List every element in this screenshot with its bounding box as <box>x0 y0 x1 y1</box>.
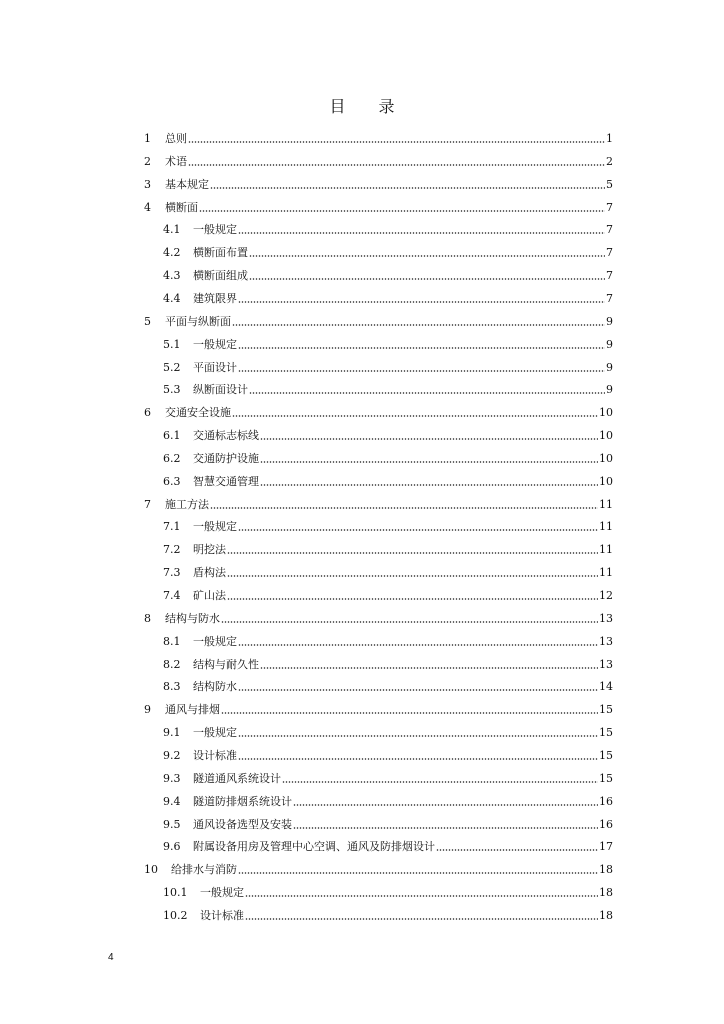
toc-entry-label: 盾构法 <box>193 566 226 580</box>
toc-entry-number: 9.4 <box>163 794 181 808</box>
toc-entry-label: 一般规定 <box>193 634 237 648</box>
toc-entry-number: 10.1 <box>163 886 188 900</box>
dot-leader <box>232 324 605 326</box>
toc-entry-label: 平面设计 <box>193 360 237 374</box>
toc-entry-page: 7 <box>606 246 613 260</box>
dot-leader <box>245 918 598 920</box>
toc-entry-page: 2 <box>606 154 613 168</box>
dot-leader <box>293 804 598 806</box>
toc-entry[interactable] <box>0 768 724 786</box>
toc-entry[interactable] <box>0 676 724 694</box>
toc-entry-label: 一般规定 <box>200 886 244 900</box>
toc-entry[interactable] <box>0 197 724 215</box>
toc-entry-label: 智慧交通管理 <box>193 474 259 488</box>
toc-entry-number: 7 <box>144 497 151 511</box>
toc-entry-number: 4.1 <box>163 223 181 237</box>
dot-leader <box>227 575 598 577</box>
toc-entry[interactable] <box>0 814 724 832</box>
toc-entry-number: 4.4 <box>163 291 181 305</box>
toc-entry-page: 7 <box>606 269 613 283</box>
dot-leader <box>245 895 598 897</box>
toc-entry-page: 15 <box>599 703 613 717</box>
toc-entry-label: 隧道通风系统设计 <box>193 771 281 785</box>
toc-entry[interactable] <box>0 128 724 146</box>
toc-entry-page: 7 <box>606 291 613 305</box>
toc-entry-label: 设计标准 <box>193 748 237 762</box>
toc-entry-number: 7.4 <box>163 589 181 602</box>
toc-entry[interactable] <box>0 265 724 283</box>
toc-entry[interactable] <box>0 334 724 352</box>
toc-entry-label: 基本规定 <box>165 177 209 191</box>
toc-entry-label: 术语 <box>165 154 187 168</box>
toc-entry[interactable] <box>0 539 724 557</box>
toc-entry-label: 交通标志标线 <box>193 429 259 443</box>
toc-entry[interactable] <box>0 219 724 237</box>
toc-entry-page: 10 <box>599 451 613 465</box>
toc-entry-number: 4 <box>144 200 151 214</box>
toc-entry-number: 9.6 <box>163 840 181 854</box>
dot-leader <box>210 187 605 189</box>
toc-entry-page: 15 <box>599 748 613 762</box>
toc-entry-page: 11 <box>599 520 613 534</box>
toc-entry-page: 18 <box>599 886 613 900</box>
toc-entry[interactable] <box>0 608 724 626</box>
toc-entry[interactable] <box>0 311 724 329</box>
toc-entry-label: 隧道防排烟系统设计 <box>193 794 292 808</box>
toc-entry-label: 纵断面设计 <box>193 383 248 397</box>
toc-entry-page: 12 <box>599 589 613 602</box>
toc-entry[interactable] <box>0 288 724 306</box>
dot-leader <box>282 781 598 783</box>
toc-entry[interactable] <box>0 882 724 900</box>
toc-entry[interactable] <box>0 699 724 717</box>
toc-entry-page: 11 <box>599 566 613 580</box>
toc-entry-page: 13 <box>599 611 613 625</box>
toc-entry-label: 一般规定 <box>193 520 237 534</box>
toc-entry[interactable] <box>0 836 724 854</box>
dot-leader <box>232 415 598 417</box>
toc-entry[interactable] <box>0 494 724 512</box>
toc-entry-page: 9 <box>606 383 613 397</box>
dot-leader <box>260 461 598 463</box>
toc-entry-number: 9 <box>144 703 151 717</box>
dot-leader <box>260 484 598 486</box>
toc-entry-number: 6.3 <box>163 474 181 488</box>
toc-entry[interactable] <box>0 379 724 397</box>
toc-entry-label: 交通防护设施 <box>193 451 259 465</box>
toc-entry[interactable] <box>0 471 724 489</box>
toc-entry[interactable] <box>0 745 724 763</box>
toc-entry-label: 一般规定 <box>193 223 237 237</box>
dot-leader <box>238 644 598 646</box>
toc-entry-number: 8.2 <box>163 657 181 671</box>
dot-leader <box>227 598 598 600</box>
toc-entry[interactable] <box>0 402 724 420</box>
toc-entry-label: 通风与排烟 <box>165 703 220 717</box>
dot-leader <box>188 141 605 143</box>
toc-entry-number: 7.2 <box>163 543 181 557</box>
toc-entry[interactable] <box>0 859 724 877</box>
toc-entry[interactable] <box>0 357 724 375</box>
toc-entry-page: 7 <box>606 223 613 237</box>
toc-entry-page: 5 <box>606 177 613 191</box>
dot-leader <box>227 552 598 554</box>
toc-entry-label: 结构与防水 <box>165 611 220 625</box>
dot-leader <box>221 621 598 623</box>
toc-entry-number: 8 <box>144 611 151 625</box>
toc-entry-page: 1 <box>606 132 613 145</box>
page-number: 4 <box>108 952 114 963</box>
dot-leader <box>238 689 598 691</box>
dot-leader <box>238 872 598 874</box>
toc-entry-label: 矿山法 <box>193 589 226 602</box>
page-title: 目 录 <box>329 97 409 116</box>
toc-entry[interactable] <box>0 562 724 580</box>
toc-entry-number: 7.3 <box>163 566 181 580</box>
toc-entry-label: 结构防水 <box>193 680 237 694</box>
toc-entry-number: 9.1 <box>163 726 181 740</box>
dot-leader <box>238 232 605 234</box>
toc-entry-number: 3 <box>144 177 151 191</box>
toc-entry-label: 一般规定 <box>193 337 237 351</box>
toc-entry-page: 10 <box>599 474 613 488</box>
toc-entry-page: 13 <box>599 657 613 671</box>
dot-leader <box>249 278 605 280</box>
toc-entry[interactable] <box>0 448 724 466</box>
toc-entry[interactable] <box>0 174 724 192</box>
toc-entry-number: 9.3 <box>163 771 181 785</box>
toc-entry-page: 15 <box>599 726 613 740</box>
toc-entry-page: 14 <box>599 680 613 694</box>
toc-entry-label: 交通安全设施 <box>165 406 231 420</box>
toc-entry-label: 附属设备用房及管理中心空调、通风及防排烟设计 <box>193 840 435 854</box>
toc-entry-page: 9 <box>606 314 613 328</box>
toc-entry-page: 16 <box>599 817 613 831</box>
toc-entry[interactable] <box>0 905 724 923</box>
toc-entry-number: 6 <box>144 406 151 420</box>
toc-entry-number: 10 <box>144 863 158 877</box>
toc-entry-number: 9.2 <box>163 748 181 762</box>
toc-entry-page: 11 <box>599 543 613 557</box>
dot-leader <box>238 529 598 531</box>
dot-leader <box>293 827 598 829</box>
toc-entry-page: 9 <box>606 360 613 374</box>
toc-entry[interactable] <box>0 631 724 649</box>
toc-entry-label: 横断面布置 <box>193 246 248 260</box>
toc-entry-label: 施工方法 <box>165 497 209 511</box>
toc-entry-number: 5.1 <box>163 337 181 351</box>
toc-entry-number: 8.1 <box>163 634 181 648</box>
toc-entry-number: 5 <box>144 314 151 328</box>
dot-leader <box>238 758 598 760</box>
dot-leader <box>210 507 598 509</box>
toc-entry-number: 8.3 <box>163 680 181 694</box>
dot-leader <box>221 712 598 714</box>
toc-entry[interactable] <box>0 654 724 672</box>
dot-leader <box>249 392 605 394</box>
toc-entry[interactable] <box>0 425 724 443</box>
dot-leader <box>199 210 605 212</box>
toc-entry-number: 1 <box>144 132 151 145</box>
toc-entry[interactable] <box>0 791 724 809</box>
dot-leader <box>249 255 605 257</box>
toc-entry-page: 18 <box>599 863 613 877</box>
toc-entry-number: 9.5 <box>163 817 181 831</box>
toc-entry-page: 11 <box>599 497 613 511</box>
toc-entry-page: 13 <box>599 634 613 648</box>
toc-entry-label: 平面与纵断面 <box>165 314 231 328</box>
toc-entry[interactable] <box>0 242 724 260</box>
dot-leader <box>436 849 598 851</box>
dot-leader <box>188 164 605 166</box>
toc-entry-number: 6.1 <box>163 429 181 443</box>
toc-entry-label: 总则 <box>165 132 187 145</box>
toc-entry-number: 5.3 <box>163 383 181 397</box>
toc-entry-page: 15 <box>599 771 613 785</box>
toc-entry-page: 7 <box>606 200 613 214</box>
dot-leader <box>238 347 605 349</box>
toc-entry-number: 2 <box>144 154 151 168</box>
toc-entry-number: 7.1 <box>163 520 181 534</box>
toc-entry-number: 10.2 <box>163 908 188 922</box>
toc-entry-label: 结构与耐久性 <box>193 657 259 671</box>
dot-leader <box>238 301 605 303</box>
toc-entry[interactable] <box>0 516 724 534</box>
toc-entry-label: 设计标准 <box>200 908 244 922</box>
toc-entry-label: 横断面 <box>165 200 198 214</box>
toc-entry-page: 16 <box>599 794 613 808</box>
toc-entry-label: 给排水与消防 <box>171 863 237 877</box>
toc-entry[interactable] <box>0 585 724 603</box>
toc-entry-label: 建筑限界 <box>193 291 237 305</box>
toc-entry-number: 5.2 <box>163 360 181 374</box>
toc-entry[interactable] <box>0 151 724 169</box>
toc-entry-number: 4.2 <box>163 246 181 260</box>
toc-entry-number: 4.3 <box>163 269 181 283</box>
dot-leader <box>238 735 598 737</box>
toc-entry-number: 6.2 <box>163 451 181 465</box>
toc-entry-page: 10 <box>599 429 613 443</box>
toc-entry-page: 10 <box>599 406 613 420</box>
toc-entry-page: 18 <box>599 908 613 922</box>
toc-entry-label: 横断面组成 <box>193 269 248 283</box>
toc-entry-label: 一般规定 <box>193 726 237 740</box>
toc-entry-label: 通风设备选型及安装 <box>193 817 292 831</box>
dot-leader <box>260 667 598 669</box>
toc-entry-page: 17 <box>599 840 613 854</box>
dot-leader <box>238 370 605 372</box>
toc-entry[interactable] <box>0 722 724 740</box>
toc-entry-page: 9 <box>606 337 613 351</box>
toc-entry-label: 明挖法 <box>193 543 226 557</box>
dot-leader <box>260 438 598 440</box>
